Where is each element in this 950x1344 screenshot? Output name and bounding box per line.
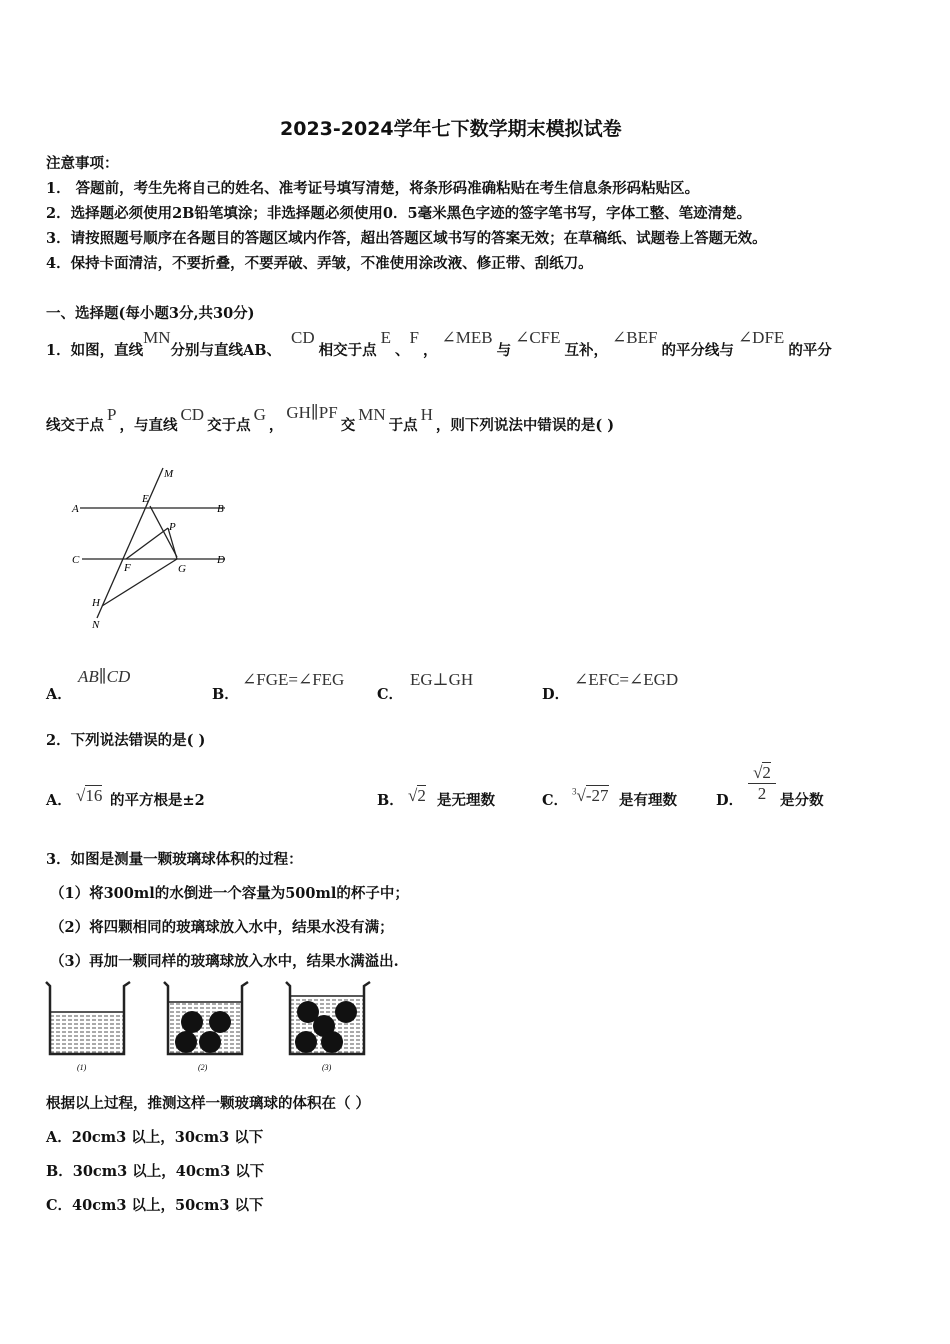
q1-math: G — [253, 405, 266, 424]
q2-numer: 2 — [762, 763, 771, 782]
q1-math: E — [380, 328, 392, 347]
label-c: C — [72, 554, 80, 566]
segment-fp — [126, 528, 168, 559]
q2-radicand: 2 — [417, 786, 426, 805]
q2-option-b-text: 是无理数 — [437, 792, 495, 809]
q2-stem: 2．下列说法错误的是( ) — [46, 732, 206, 749]
beaker-3 — [286, 982, 370, 1072]
q1-text: 互补， — [564, 342, 609, 359]
q1-text: ， — [268, 417, 284, 434]
q3-option-b: B．30cm3 以上，40cm3 以下 — [46, 1163, 265, 1180]
q2-option-b-letter: B． — [377, 792, 404, 809]
q1-text: 与 — [496, 342, 512, 359]
q2-radicand: 16 — [85, 786, 103, 805]
q1-math: GH∥PF — [286, 403, 338, 422]
q2-option-c-letter: C． — [542, 792, 569, 809]
q1-text: ，与直线 — [119, 417, 178, 434]
glass-ball — [175, 1031, 197, 1053]
q2-option-a-math: √16 — [76, 786, 103, 805]
q1-option-a-letter: A． — [46, 686, 72, 703]
q3-beakers-figure — [44, 978, 380, 1074]
glass-ball — [181, 1011, 203, 1033]
q1-math: CD — [291, 328, 315, 347]
q3-question: 根据以上过程，推测这样一颗玻璃球的体积在（ ） — [46, 1095, 371, 1112]
q1-text: 交 — [340, 417, 356, 434]
q1-text: ，则下列说法中错误的是( ) — [435, 417, 615, 434]
q2-option-c-math: $^3$√-27 — [572, 786, 609, 805]
q1-text: 交于点 — [207, 417, 251, 434]
q1-text: 、 — [395, 342, 410, 359]
q2-option-a-text: 的平方根是±2 — [110, 792, 205, 809]
q3-step: （3）再加一颗同样的玻璃球放入水中，结果水满溢出. — [50, 953, 399, 970]
q3-option-a: A．20cm3 以上，30cm3 以下 — [46, 1129, 264, 1146]
notice-item: 1． 答题前，考生先将自己的姓名、准考证号填写清楚，将条形码准确粘贴在考生信息条形码粘贴区。 — [46, 180, 700, 197]
line-mn — [97, 468, 163, 618]
q1-math: MN — [358, 405, 386, 424]
q1-option-b-math: ∠FGE=∠FEG — [242, 670, 345, 689]
label-a: A — [72, 503, 79, 515]
q1-option-b-letter: B． — [212, 686, 239, 703]
q1-math: ∠BEF — [612, 328, 658, 347]
q1-option-c-letter: C． — [377, 686, 404, 703]
q2-option-a-letter: A． — [46, 792, 72, 809]
q1-option-a-math: AB∥CD — [78, 667, 131, 686]
glass-ball — [321, 1031, 343, 1053]
q1-text: 1．如图，直线 — [46, 342, 144, 359]
q3-step: （1）将300ml的水倒进一个容量为500ml的杯子中； — [50, 885, 409, 902]
q1-stem-line2 — [46, 403, 615, 435]
q1-math: ∠MEB — [441, 328, 493, 347]
page-title: 2023-2024学年七下数学期末模拟试卷 — [280, 118, 622, 140]
q1-geometry-figure — [60, 460, 250, 635]
label-b: B — [217, 503, 224, 515]
glass-ball — [335, 1001, 357, 1023]
label-m: M — [164, 468, 174, 480]
q2-option-c-text: 是有理数 — [619, 792, 677, 809]
q1-math: F — [409, 328, 419, 347]
q1-stem-line1 — [46, 328, 832, 360]
beaker-1 — [46, 982, 130, 1072]
label-g: G — [178, 563, 186, 575]
q2-denom: 2 — [757, 784, 767, 803]
notice-item: 3．请按照题号顺序在各题目的答题区域内作答，超出答题区域书写的答案无效；在草稿纸、试题卷上答题无效。 — [46, 230, 767, 247]
label-h: H — [92, 597, 100, 609]
q1-math: ∠CFE — [515, 328, 561, 347]
q1-text: 的平分线与 — [661, 342, 734, 359]
section-heading: 一、选择题(每小题3分,共30分) — [46, 305, 255, 322]
label-e: E — [142, 493, 149, 505]
notice-item: 2．选择题必须使用2B铅笔填涂；非选择题必须使用0．5毫米黑色字迹的签字笔书写，字体工整、笔迹清楚。 — [46, 205, 752, 222]
label-n: N — [92, 619, 100, 631]
q1-option-c-math: EG⊥GH — [410, 670, 474, 689]
q1-math: P — [107, 405, 117, 424]
beaker-caption: (2) — [198, 1063, 208, 1072]
q1-text: 线交于点 — [46, 417, 104, 434]
q2-radicand: -27 — [585, 786, 609, 805]
notice-item: 4．保持卡面清洁，不要折叠，不要弄破、弄皱，不准使用涂改液、修正带、刮纸刀。 — [46, 255, 593, 272]
label-f: F — [124, 562, 131, 574]
q3-step: （2）将四颗相同的玻璃球放入水中，结果水没有满； — [50, 919, 394, 936]
q2-option-d-letter: D． — [716, 792, 744, 809]
q1-math: MN — [143, 328, 171, 347]
label-p: P — [169, 521, 176, 533]
notice-heading: 注意事项： — [46, 155, 119, 172]
q1-text: 分别与直线AB、 — [170, 342, 282, 359]
label-d: D — [217, 554, 225, 566]
glass-ball — [209, 1011, 231, 1033]
q2-root-index: 3 — [572, 786, 577, 797]
q3-option-c: C．40cm3 以上，50cm3 以下 — [46, 1197, 264, 1214]
q1-math: ∠DFE — [737, 328, 785, 347]
q2-option-d-text: 是分数 — [780, 792, 824, 809]
q1-text: 相交于点 — [318, 342, 377, 359]
q1-math: CD — [180, 405, 205, 424]
q2-option-d-fraction: √2 2 — [748, 763, 776, 804]
q2-option-b-math: √2 — [408, 786, 426, 805]
q1-option-d-letter: D． — [542, 686, 570, 703]
beaker-caption: (1) — [77, 1063, 87, 1072]
q1-math: H — [420, 405, 433, 424]
beaker-caption: (3) — [322, 1063, 332, 1072]
q1-text: ， — [423, 342, 438, 359]
q3-stem: 3．如图是测量一颗玻璃球体积的过程： — [46, 851, 303, 868]
q1-option-d-math: ∠EFC=∠EGD — [574, 670, 679, 689]
beaker-2 — [164, 982, 248, 1072]
glass-ball — [199, 1031, 221, 1053]
glass-ball — [295, 1031, 317, 1053]
q1-text: 的平分 — [788, 342, 832, 359]
q1-text: 于点 — [388, 417, 418, 434]
